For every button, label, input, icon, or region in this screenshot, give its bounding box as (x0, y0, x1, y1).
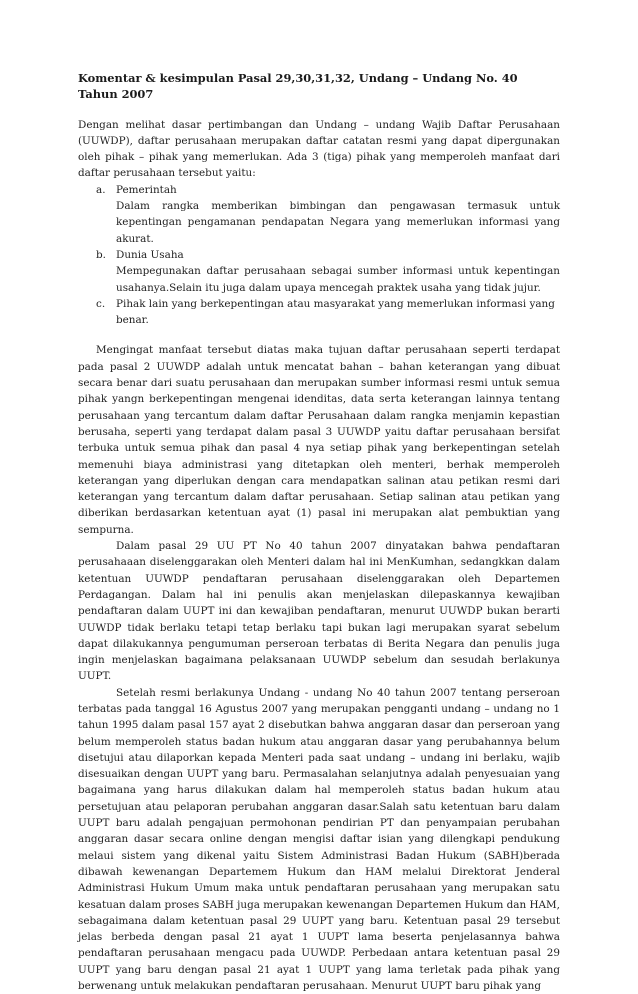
intro-paragraph: Dengan melihat dasar pertimbangan dan Undang – undang Wajib Daftar Perusahaan (UUWDP), daftar perusahaan merupakan daftar catatan resmi yang dapat dipergunakan oleh pihak – pihak yang memerlukan. Ada 3 (tiga) pihak yang memperoleh manfaat dari daftar perusahaan tersebut yaitu: (78, 118, 560, 180)
list-marker: b. (96, 248, 106, 261)
list-item (78, 296, 560, 329)
body-paragraph: Dalam pasal 29 UU PT No 40 tahun 2007 dinyatakan bahwa pendaftaran perusahaaan diselenggarakan oleh Menteri dalam hal ini MenKumhan, sedangkkan dalam ketentuan UUWDP pendaftaran perusahaan diselenggarakan oleh Departemen Perdagangan. Dalam hal ini penulis akan menjelaskan dilepaskannya kewajiban pendaftaran dalam UUPT ini dan kewajiban pendaftaran, menurut UUWDP bukan berarti UUWDP tidak berlaku tetapi tetap berlaku tapi bukan lagi merupakan syarat sebelum dapat dilakukannya pengumuman perseroan terbatas di Berita Negara dan penulis juga ingin menjelaskan bagaimana pelaksanaan UUWDP sebelum dan sesudah berlakunya UUPT. (78, 540, 560, 683)
body-paragraph: Setelah resmi berlakunya Undang - undang No 40 tahun 2007 tentang perseroan terbatas pada tanggal 16 Agustus 2007 yang merupakan pengganti undang – undang no 1 tahun 1995 dalam pasal 157 ayat 2 disebutkan bahwa anggaran dasar dan perseroan yang belum memperoleh status badan hukum atau anggaran dasar yang perubahannya belum disetujui atau dilaporkan kepada Menteri pada saat undang – undang ini berlaku, wajib disesuaikan dengan UUPT yang baru. Permasalahan selanjutnya adalah penyesuaian yang bagaimana yang harus dilakukan dalam hal memperoleh status badan hukum atau persetujuan atau pelaporan perubahan anggaran dasar.Salah satu ketentuan baru dalam UUPT baru adalah pengajuan permohonan pendirian PT dan penyampaian perubahan anggaran dasar secara online dengan mengisi daftar isian yang dilengkapi pendukung melaui sistem yang dikenal yaitu Sistem Administrasi Badan Hukum (SABH)berada dibawah kewenangan Departemem Hukum dan HAM melalui Direktorat Jenderal Administrasi Hukum Umum maka untuk pendaftaran perusahaan yang merupakan satu kesatuan dalam proses SABH juga merupakan kewenangan Departemen Hukum dan HAM, sebagaimana dalam ketentuan pasal 29 UUPT yang baru. Ketentuan pasal 29 tersebut jelas berbeda dengan pasal 21 ayat 1 UUPT lama beserta penjelasannya bahwa pendaftaran perusahaan mengacu pada UUWDP. Perbedaan antara ketentuan pasal 29 UUPT yang baru dengan pasal 21 ayat 1 UUPT yang lama terletak pada pihak yang berwenang untuk melakukan pendaftaran perusahaan. Menurut UUPT baru pihak yang (78, 686, 560, 993)
body-paragraph: Mengingat manfaat tersebut diatas maka tujuan daftar perusahaan seperti terdapat pada pasal 2 UUWDP adalah untuk mencatat bahan – bahan keterangan yang dibuat secara benar dari suatu perusahaan dan merupakan sumber informasi resmi untuk semua pihak yangn berkepentingan mengenai idenditas, data serta keterangan lainnya tentang perusahaan yang tercantum dalam daftar Perusahaan dalam rangka menjamin kepastian berusaha, seperti yang terdapat dalam pasal 3 UUWDP yaitu daftar perusahaan bersifat terbuka untuk semua pihak dan pasal 4 nya setiap pihak yang berkepentingan setelah memenuhi biaya administrasi yang ditetapkan oleh menteri, berhak memperoleh keterangan yang diperlukan dengan cara mendapatkan salinan atau petikan resmi dari keterangan yang tercantum dalam daftar perusahaan. Setiap salinan atau petikan yang diberikan berdasarkan ketentuan ayat (1) pasal ini merupakan alat pembuktian yang sempurna. (78, 344, 560, 536)
list-item (78, 182, 560, 247)
list-marker: a. (96, 183, 106, 196)
list-item-heading: Dunia Usaha (116, 248, 184, 261)
list-item (78, 247, 560, 296)
document-title: Komentar & kesimpulan Pasal 29,30,31,32, Undang – Undang No. 40 Tahun 2007 (78, 71, 518, 102)
list-item-heading: Pemerintah (116, 183, 177, 196)
list-item-description: Dalam rangka memberikan bimbingan dan pengawasan termasuk untuk kepentingan pengamanan pendapatan Negara yang memerlukan informasi yang akurat. (116, 200, 560, 245)
list-item-heading: Pihak lain yang berkepentingan atau masyarakat yang memerlukan informasi yang benar. (116, 297, 555, 327)
list-marker: c. (96, 297, 106, 310)
beneficiary-list (78, 182, 560, 329)
list-item-description: Mempegunakan daftar perusahaan sebagai sumber informasi untuk kepentingan usahanya.Selain itu juga dalam upaya mencegah praktek usaha yang tidak jujur. (116, 265, 560, 294)
